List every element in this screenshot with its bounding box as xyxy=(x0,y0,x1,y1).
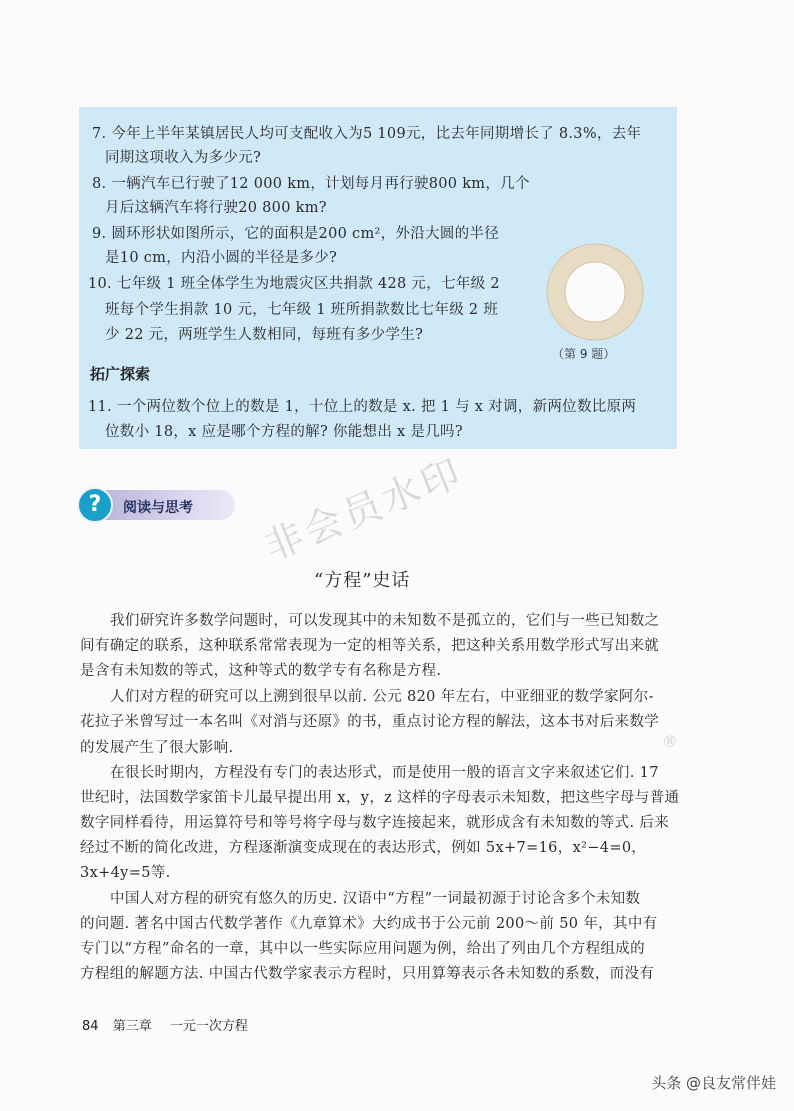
exercise-9-line-1: 9. 圆环形状如图所示，它的面积是200 cm²，外沿大圆的半径 xyxy=(92,226,500,242)
watermark: 非会员水印 xyxy=(258,449,470,570)
chapter-title: 一元一次方程 xyxy=(169,1019,248,1034)
annulus-figure xyxy=(545,242,645,342)
source-credit: 头条 @良友常伴娃 xyxy=(651,1074,776,1092)
question-icon: ? xyxy=(77,487,113,523)
reading-section-badge xyxy=(77,487,237,525)
registered-mark: ® xyxy=(662,732,678,751)
article-line: 在很长时期内，方程没有专门的表达形式，而是使用一般的语言文字来叙述它们. 17 xyxy=(110,765,659,781)
exercise-8-line-2: 月后这辆汽车将行驶20 800 km? xyxy=(105,200,327,216)
article-line: 间有确定的联系，这种联系常常表现为一定的相等关系，把这种关系用数学形式写出来就 xyxy=(80,638,660,654)
reading-label: 阅读与思考 xyxy=(123,500,193,516)
article-line: 的发展产生了很大影响. xyxy=(80,740,234,756)
exercise-10-line-1: 10. 七年级 1 班全体学生为地震灾区共捐款 428 元，七年级 2 xyxy=(88,276,500,292)
article-line: 是含有未知数的等式，这种等式的数学专有名称是方程. xyxy=(80,663,442,679)
exercise-8-line-1: 8. 一辆汽车已行驶了12 000 km，计划每月再行驶800 km，几个 xyxy=(92,176,530,192)
article-line: 人们对方程的研究可以上溯到很早以前. 公元 820 年左右，中亚细亚的数学家阿尔- xyxy=(110,689,654,705)
exercise-7-line-2: 同期这项收入为多少元? xyxy=(105,150,262,166)
article-line: 世纪时，法国数学家笛卡儿最早提出用 x，y，z 这样的字母表示未知数，把这些字母与普通 xyxy=(80,790,680,806)
article-line: 数字同样看待，用运算符号和等号将字母与数字连接起来，就形成含有未知数的等式. 后来 xyxy=(80,815,670,831)
exercise-11-line-1: 11. 一个两位数个位上的数是 1，十位上的数是 x. 把 1 与 x 对调，新两位数比原两 xyxy=(88,399,637,415)
page-footer xyxy=(82,1015,248,1034)
exercise-11-line-2: 位数小 18，x 应是哪个方程的解? 你能想出 x 是几吗? xyxy=(105,424,463,440)
article-line: 的问题. 著名中国古代数学著作《九章算术》大约成书于公元前 200～前 50 年，其中有 xyxy=(80,916,658,932)
exercise-9-line-2: 是10 cm，内沿小圆的半径是多少? xyxy=(105,250,338,266)
article-line: 经过不断的简化改进，方程逐渐演变成现在的表达形式，例如 5x+7=16，x²−4=0， xyxy=(80,840,647,856)
page-number: 84 xyxy=(82,1019,99,1034)
exercise-10-line-2: 班每个学生捐款 10 元，七年级 1 班所捐款数比七年级 2 班 xyxy=(105,302,499,318)
chapter-label: 第三章 xyxy=(112,1019,152,1034)
article-line: 我们研究许多数学问题时，可以发现其中的未知数不是孤立的，它们与一些已知数之 xyxy=(110,613,660,629)
article-line: 花拉子米曾写过一本名叫《对消与还原》的书，重点讨论方程的解法，这本书对后来数学 xyxy=(80,714,660,730)
exercise-10-line-3: 少 22 元，两班学生人数相同，每班有多少学生? xyxy=(105,327,424,343)
article-line: 中国人对方程的研究有悠久的历史. 汉语中“方程”一词最初源于讨论含多个未知数 xyxy=(110,891,641,907)
exercise-box xyxy=(79,107,677,449)
article-title: “方程”史话 xyxy=(314,570,411,591)
article-line: 方程组的解题方法. 中国古代数学家表示方程时，只用算筹表示各未知数的系数，而没有 xyxy=(80,966,655,982)
figure-caption: （第 9 题） xyxy=(552,347,616,361)
section-heading: 拓广探索 xyxy=(90,365,151,383)
article-line: 3x+4y=5等. xyxy=(80,865,171,881)
article-line: 专门以“方程”命名的一章，其中以一些实际应用问题为例，给出了列由几个方程组成的 xyxy=(80,941,645,957)
exercise-7-line-1: 7. 今年上半年某镇居民人均可支配收入为5 109元，比去年同期增长了 8.3%，去年 xyxy=(92,126,642,142)
